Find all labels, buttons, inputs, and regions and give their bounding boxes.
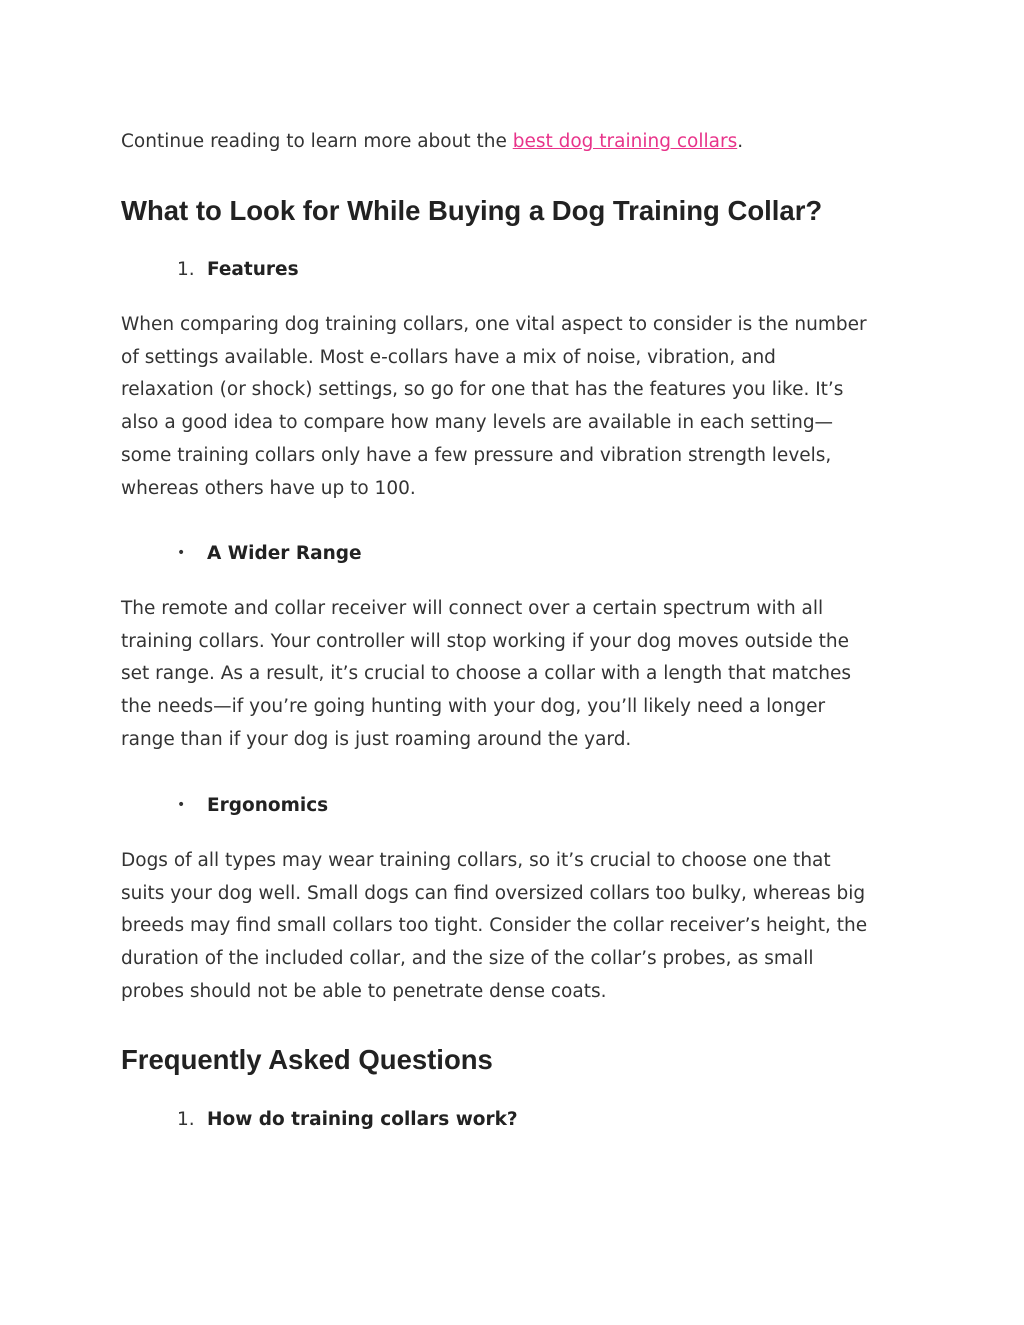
list-item-wider-range (177, 540, 362, 569)
paragraph-line: The remote and collar receiver will connect over a certain spectrum with all (121, 598, 824, 619)
paragraph-line: range than if your dog is just roaming around the yard. (121, 728, 632, 750)
paragraph-line: whereas others have up to 100. (121, 477, 416, 499)
wider-range-paragraph (121, 593, 911, 757)
bullet-marker: • (177, 545, 186, 561)
paragraph-line: some training collars only have a few pressure and vibration strength levels, (121, 444, 832, 466)
section-heading-buying-guide: What to Look for While Buying a Dog Training Collar? (121, 195, 823, 226)
section-heading-faq: Frequently Asked Questions (121, 1044, 493, 1075)
list-number: 1. (177, 259, 195, 280)
paragraph-line: training collars. Your controller will stop working if your dog moves outside the (121, 630, 850, 652)
paragraph-line: suits your dog well. Small dogs can find oversized collars too bulky, whereas big (121, 882, 866, 904)
paragraph-line: duration of the included collar, and the size of the collar’s probes, as small (121, 948, 814, 970)
paragraph-line: probes should not be able to penetrate dense coats. (121, 980, 607, 1002)
paragraph-line: Dogs of all types may wear training collars, so it’s crucial to choose one that (121, 850, 831, 871)
features-paragraph (121, 309, 911, 505)
list-number: 1. (177, 1109, 195, 1130)
list-item-label: A Wider Range (207, 543, 362, 564)
intro-text: Continue reading to learn more about the (121, 131, 513, 152)
paragraph-line: relaxation (or shock) settings, so go for one that has the features you like. It’s (121, 379, 844, 401)
paragraph-line: the needs—if you’re going hunting with your dog, you’ll likely need a longer (121, 696, 826, 718)
list-item-label: Ergonomics (207, 795, 329, 816)
paragraph-line: of settings available. Most e-collars have a mix of noise, vibration, and (121, 346, 776, 368)
list-item-ergonomics (177, 792, 328, 821)
list-item-label: How do training collars work? (207, 1109, 518, 1130)
ergonomics-paragraph (121, 845, 911, 1009)
paragraph-line: also a good idea to compare how many levels are available in each setting— (121, 412, 834, 434)
best-dog-training-collars-link[interactable]: best dog training collars (512, 131, 738, 152)
paragraph-line: set range. As a result, it’s crucial to choose a collar with a length that matches (121, 663, 852, 685)
bullet-marker: • (177, 797, 186, 813)
list-item-label: Features (207, 259, 299, 280)
intro-period: . (737, 131, 744, 152)
paragraph-line: breeds may find small collars too tight. Consider the collar receiver’s height, the (121, 915, 868, 937)
list-item-faq-question (177, 1106, 518, 1134)
list-item-features (177, 256, 299, 284)
intro-paragraph (121, 128, 743, 156)
paragraph-line: When comparing dog training collars, one vital aspect to consider is the number (121, 314, 867, 335)
